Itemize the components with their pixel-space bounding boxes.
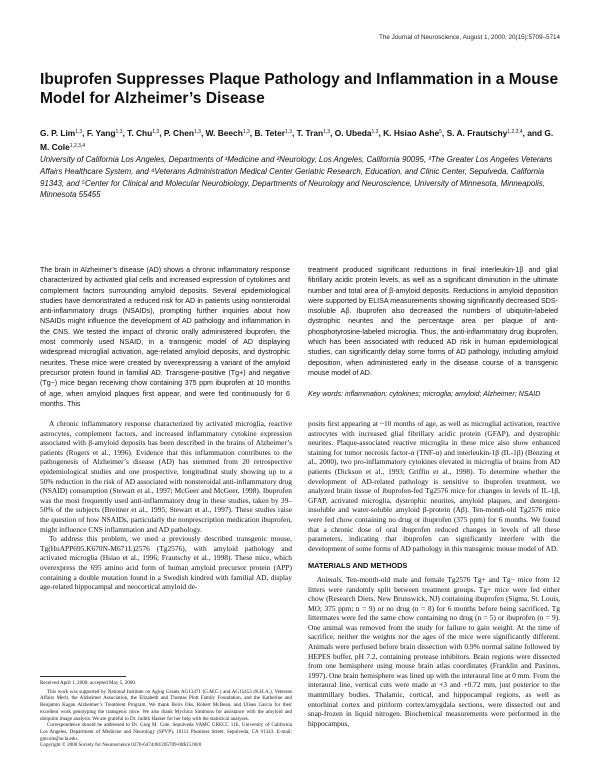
article-title: Ibuprofen Suppresses Plaque Pathology and Inflammation in a Mouse Model for Alzheimer’s Disease	[40, 71, 559, 107]
author-affiliation-marker: 1,3	[242, 129, 250, 135]
author-name: T. Tran	[296, 128, 324, 138]
author-affiliation-marker: 1,2,3,4	[69, 143, 86, 149]
abstract-right-column	[308, 265, 558, 400]
author-affiliation-marker: 1,3	[115, 129, 123, 135]
section-heading-methods: MATERIALS AND METHODS	[308, 561, 408, 571]
author-name: G. P. Lim	[40, 128, 76, 138]
intro-paragraph-1: A chronic inflammatory response characterized by activated microglia, reactive astrocytes, complement factors, and increased inflammatory cytokine expression associated with β-amyloid deposits has been described in the brains of Alzheimer’s patients (Rogers et al., 1996). Evidence that this inflammation contributes to the pathogenesis of Alzheimer’s disease (AD) has stemmed from 20 retrospective epidemiological studies and one prospective, longitudinal study showing up to a 50% reduction in the risk of AD associated with nonsteroidal anti-inflammatory drug (NSAID) consumption (Stewart et al., 1997; McGeer and McGeer, 1998). Ibuprofen was the most frequently used anti-inflammatory drug in these studies, taken by 39–50% of the subjects (Breitner et al., 1995; Stewart et al., 1997). These studies raise the question of how NSAIDs, particularly the nonprescription medication ibuprofen, might influence CNS inflammation and AD pathology.	[40, 419, 292, 534]
intro-paragraph-3: posits first appearing at ~10 months of age, as well as microglial activation, reactive astrocytes with increased glial fibrillary acidic protein (GFAP), and dystrophic neurites. Plaque-associated reactive microglia in these mice also show enhanced staining for tumor necrosis factor-α (TNF-α) and interleukin-1β (IL-1β) (Benzing et al., 2000), two pro-inflammatory cytokines elevated in microglia of brains from AD patients (Dickson et al., 1993; Griffin et al., 1998). To determine whether the development of AD-related pathology is sensitive to ibuprofen treatment, we analyzed brain tissue of ibuprofen-fed Tg2576 mice for changes in levels of IL-1β, GFAP, activated microglia, dystrophic neurites, amyloid plaques, and detergent-insoluble and water-soluble amyloid β-protein (Aβ). Ten-month-old Tg2576 mice were fed chow containing no drug or ibuprofen (375 ppm) for 6 months. We found that a chronic dose of oral ibuprofen reduced changes in levels of all these parameters, indicating that ibuprofen can significantly interfere with the development of some forms of AD pathology in this transgenic mouse model of AD.	[308, 419, 560, 553]
author-name: O. Ubeda	[334, 128, 372, 138]
author-affiliation-marker: 1,2,3,4	[507, 129, 523, 135]
footnote-divider	[40, 676, 126, 677]
footnote-support: This work was supported by National Institute on Aging Grants AG13471 (G.M.C.) and AG15453 (K.H.A.), Veterans Affairs Merit, the Alzheimer Association, the Elizabeth and Thomas Plott Family Foundation, and the Katherine and Benjamin Kagan Alzheimer’s Treatment Program. We thank Boris Oks, Robert McBean, and Ulises Garcia for their excellent work genotyping the transgenic mice. We also thank Mychica Simmons for assistance with the amyloid and ubiquitin image analysis. We are grateful to Dr. Judith Hasker for her help with the statistical analyses.	[40, 688, 292, 722]
author-affiliation-marker: 1,3	[323, 129, 331, 135]
body-left-column	[40, 419, 292, 592]
run-in-heading: Animals.	[317, 574, 344, 584]
footnote-copyright: Copyright © 2000 Society for Neuroscience 0270-6474/00/205709-06$15.00/0	[40, 742, 202, 749]
author-name: S. A. Frautschy	[446, 128, 508, 138]
body-right-column	[308, 419, 560, 728]
author-affiliation-marker: 1,3	[75, 129, 83, 135]
author-affiliation-marker: 1,3	[152, 129, 160, 135]
author-name: K. Hsiao Ashe	[383, 128, 440, 138]
footnote-received: Received April 1, 2000; accepted May 5, 2000.	[40, 680, 137, 686]
author-affiliation-marker: 1,3	[193, 129, 201, 135]
author-name: P. Chen	[163, 128, 194, 138]
methods-animals-text: Ten-month-old male and female Tg2576 Tg+ and Tg− mice from 12 litters were randomly split between treatment groups. Tg+ mice were fed either chow (Research Diets, New Brunswick, NJ) containing ibuprofen (Sigma, St. Louis, MO; 375 ppm; n = 9) or no drug (n = 8) for 6 months before being sacrificed. Tg littermates were fed the same chow containing no drug (n = 5) or ibuprofen (n = 9). One animal was removed from the study for failure to gain weight. At the time of sacrifice, neither the weights nor the ages of the mice were significantly different. Animals were perfused before brain dissection with 0.9% normal saline followed by HEPES buffer, pH 7.2, containing protease inhibitors. Brain regions were dissected from one hemisphere using mouse brain atlas coordinates (Franklin and Paxinos, 1997). One brain hemisphere was lined up with the interaural line at 0 mm. From the interaural line, vertical cuts were made at +3 and +0.72 mm, just posterior to the mammillary bodies. Thalamic, cortical, and hippocampal regions, as well as entorhinal cortex and piriform cortex/amygdala sections, were dissected out and snap-frozen in liquid nitrogen. Biochemical measurements were performed in the hippocampus,	[308, 574, 560, 728]
author-name: and G. M. Cole	[40, 128, 554, 152]
affiliations: University of California Los Angeles, Departments of ¹Medicine and ²Neurology, Los Angeles, California 90095, ³The Greater Los Angeles Veterans Affairs Healthcare System, and ⁴Veterans Administration Medical Center Geriatric Research, Education, and Clinic Center, Sepulveda, California 91343, and ⁵Center for Clinical and Molecular Neurobiology, Departments of Neurology and Neuroscience, University of Minnesota, Minneapolis, Minnesota 55455	[40, 155, 553, 200]
footnote-correspondence: Correspondence should be addressed to Dr. Greg M. Cole, Sepulveda VAMC GRECC 11E, University of California Los Angeles, Department of Medicine and Neurology (SPVP), 16111 Plummer Street, Sepulveda, CA 91343. E-mail: gmcole@ucla.edu.	[40, 722, 292, 742]
author-affiliation-marker: 1,3	[371, 129, 379, 135]
author-affiliation-marker: 1,3	[285, 129, 292, 135]
author-affiliation-marker: 5	[439, 129, 442, 135]
author-list: G. P. Lim$^{1,3}$, F. Yang$^{1,3}$, T. Chu$^{1,3}$, P. Chen$^{1,3}$, W. Beech$^{1,3}$, B. Teter$^{1,3}$, T. Tran$^{1,3}$, O. Ubeda$^{1,3}$, K. Hsiao Ashe$^5$, S. A. Frautschy$^{1,2,3,4}$, and G. M. Cole$^{1,2,3,4}$	[40, 128, 554, 152]
keywords: Key words: inflammation; cytokines; microglia; amyloid; Alzheimer; NSAID	[308, 390, 541, 399]
abstract-text-right: treatment produced significant reductions in final interleukin-1β and glial fibrillary acidic protein levels, as well as a significant diminution in the ultimate number and total area of β-amyloid deposits. Reductions in amyloid deposition were supported by ELISA measurements showing significantly decreased SDS-insoluble Aβ. Ibuprofen also decreased the numbers of ubiquitin-labeled dystrophic neurites and the percentage area per plaque of anti-phosphotyrosine-labeled microglia. Thus, the anti-inflammatory drug ibuprofen, which has been associated with reduced AD risk in human epidemiological studies, can significantly delay some forms of AD pathology, including amyloid deposition, when administered early in the disease course of a transgenic mouse model of AD.	[308, 266, 558, 377]
methods-paragraph-animals	[308, 575, 560, 729]
footnotes	[40, 680, 292, 751]
abstract-left-column	[40, 265, 290, 409]
abstract-text-left: The brain in Alzheimer’s disease (AD) shows a chronic inflammatory response characterized by activated glial cells and increased expression of cytokines and complement factors surrounding amyloid deposits. Several epidemiological studies have demonstrated a reduced risk for AD in patients using nonsteroidal anti-inflammatory drugs (NSAIDs), prompting further inquiries about how NSAIDs might influence the development of AD pathology and inflammation in the CNS. We tested the impact of chronic orally administered ibuprofen, the most commonly used NSAID, in a transgenic model of AD displaying widespread microglial activation, age-related amyloid deposits, and dystrophic neurites. These mice were created by overexpressing a variant of the amyloid precursor protein found in familial AD. Transgene-positive (Tg+) and negative (Tg−) mice began receiving chow containing 375 ppm ibuprofen at 10 months of age, when amyloid plaques first appear, and were fed continuously for 6 months. This	[40, 266, 290, 408]
intro-paragraph-2: To address this problem, we used a previously described transgenic mouse, Tg(HuAPP695.K670N-M671L)2576 (Tg2576), with amyloid pathology and activated microglia (Hsiao et al., 1996; Frautschy et al., 1998). These mice, which overexpress the 695 amino acid form of human amyloid precursor protein (APP) containing a double mutation found in a Swedish kindred with familial AD, display age-related hippocampal and neocortical amyloid de-	[40, 534, 292, 592]
author-name: B. Teter	[254, 128, 285, 138]
author-name: T. Chu	[127, 128, 153, 138]
author-name: F. Yang	[86, 128, 116, 138]
running-head: The Journal of Neuroscience, August 1, 2000, 20(15):5709–5714	[379, 34, 560, 41]
author-name: W. Beech	[205, 128, 243, 138]
